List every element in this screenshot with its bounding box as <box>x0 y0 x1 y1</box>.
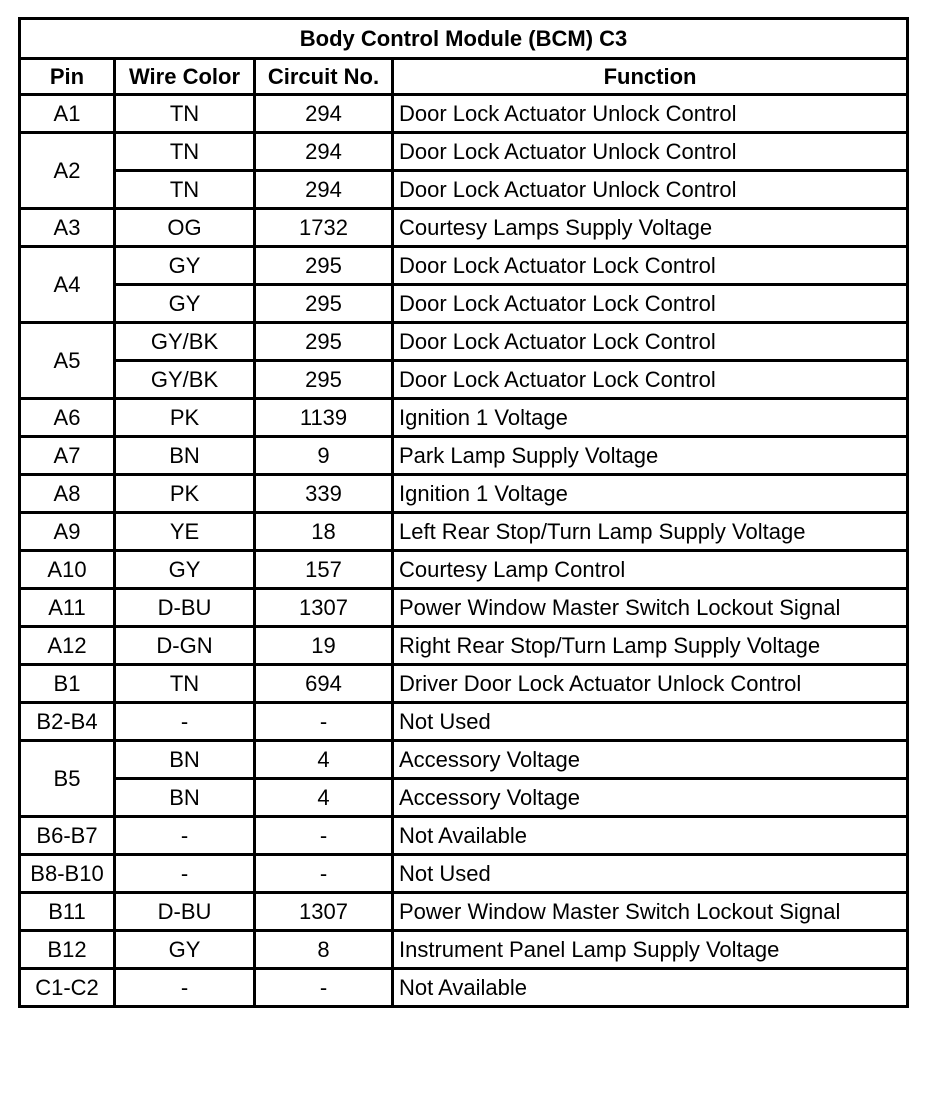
table-row <box>20 285 908 323</box>
wire-color-cell: D-BU <box>115 589 255 627</box>
pin-cell: A9 <box>20 513 115 551</box>
pin-cell: B5 <box>20 741 115 817</box>
pin-cell: A11 <box>20 589 115 627</box>
circuit-no-cell: - <box>255 969 393 1007</box>
function-cell: Accessory Voltage <box>393 741 908 779</box>
table-row <box>20 171 908 209</box>
function-cell: Park Lamp Supply Voltage <box>393 437 908 475</box>
function-cell: Not Used <box>393 703 908 741</box>
wire-color-cell: TN <box>115 171 255 209</box>
pin-cell: B8-B10 <box>20 855 115 893</box>
table-row <box>20 95 908 133</box>
wire-color-cell: TN <box>115 133 255 171</box>
circuit-no-cell: 18 <box>255 513 393 551</box>
circuit-no-cell: 4 <box>255 779 393 817</box>
function-cell: Instrument Panel Lamp Supply Voltage <box>393 931 908 969</box>
table-row <box>20 893 908 931</box>
table-row <box>20 361 908 399</box>
table-row <box>20 665 908 703</box>
pin-cell: A7 <box>20 437 115 475</box>
function-cell: Not Used <box>393 855 908 893</box>
table-row <box>20 399 908 437</box>
function-cell: Ignition 1 Voltage <box>393 399 908 437</box>
pin-cell: A10 <box>20 551 115 589</box>
circuit-no-cell: - <box>255 703 393 741</box>
table-row <box>20 627 908 665</box>
table-row <box>20 779 908 817</box>
circuit-no-cell: 294 <box>255 133 393 171</box>
wire-color-cell: D-GN <box>115 627 255 665</box>
pin-cell: A3 <box>20 209 115 247</box>
circuit-no-cell: 294 <box>255 95 393 133</box>
header-circuit-no: Circuit No. <box>255 59 393 95</box>
circuit-no-cell: 339 <box>255 475 393 513</box>
function-cell: Driver Door Lock Actuator Unlock Control <box>393 665 908 703</box>
table-title-row <box>20 19 908 59</box>
function-cell: Door Lock Actuator Lock Control <box>393 247 908 285</box>
pin-cell: C1-C2 <box>20 969 115 1007</box>
function-cell: Door Lock Actuator Unlock Control <box>393 95 908 133</box>
wire-color-cell: GY/BK <box>115 361 255 399</box>
table-row <box>20 855 908 893</box>
circuit-no-cell: 295 <box>255 285 393 323</box>
pin-cell: B6-B7 <box>20 817 115 855</box>
wire-color-cell: PK <box>115 475 255 513</box>
circuit-no-cell: 8 <box>255 931 393 969</box>
wire-color-cell: GY <box>115 247 255 285</box>
circuit-no-cell: 1307 <box>255 589 393 627</box>
table-row <box>20 817 908 855</box>
wire-color-cell: TN <box>115 95 255 133</box>
wire-color-cell: GY <box>115 551 255 589</box>
wire-color-cell: - <box>115 969 255 1007</box>
table-row <box>20 703 908 741</box>
function-cell: Courtesy Lamps Supply Voltage <box>393 209 908 247</box>
wire-color-cell: GY <box>115 285 255 323</box>
table-title: Body Control Module (BCM) C3 <box>20 19 908 59</box>
function-cell: Accessory Voltage <box>393 779 908 817</box>
table-row <box>20 133 908 171</box>
circuit-no-cell: - <box>255 855 393 893</box>
circuit-no-cell: 1139 <box>255 399 393 437</box>
function-cell: Courtesy Lamp Control <box>393 551 908 589</box>
circuit-no-cell: 295 <box>255 361 393 399</box>
circuit-no-cell: 1732 <box>255 209 393 247</box>
pin-cell: A4 <box>20 247 115 323</box>
circuit-no-cell: 694 <box>255 665 393 703</box>
function-cell: Door Lock Actuator Unlock Control <box>393 171 908 209</box>
circuit-no-cell: 9 <box>255 437 393 475</box>
function-cell: Right Rear Stop/Turn Lamp Supply Voltage <box>393 627 908 665</box>
function-cell: Door Lock Actuator Unlock Control <box>393 133 908 171</box>
pin-cell: A6 <box>20 399 115 437</box>
wire-color-cell: GY <box>115 931 255 969</box>
circuit-no-cell: 294 <box>255 171 393 209</box>
pin-cell: A12 <box>20 627 115 665</box>
function-cell: Door Lock Actuator Lock Control <box>393 285 908 323</box>
connector-table <box>18 17 909 1008</box>
function-cell: Door Lock Actuator Lock Control <box>393 361 908 399</box>
circuit-no-cell: 295 <box>255 323 393 361</box>
wire-color-cell: PK <box>115 399 255 437</box>
wire-color-cell: BN <box>115 741 255 779</box>
header-function: Function <box>393 59 908 95</box>
pin-cell: A2 <box>20 133 115 209</box>
header-pin: Pin <box>20 59 115 95</box>
wire-color-cell: YE <box>115 513 255 551</box>
function-cell: Door Lock Actuator Lock Control <box>393 323 908 361</box>
wire-color-cell: D-BU <box>115 893 255 931</box>
wire-color-cell: OG <box>115 209 255 247</box>
circuit-no-cell: 157 <box>255 551 393 589</box>
table-row <box>20 323 908 361</box>
pin-cell: B1 <box>20 665 115 703</box>
function-cell: Left Rear Stop/Turn Lamp Supply Voltage <box>393 513 908 551</box>
pin-cell: B2-B4 <box>20 703 115 741</box>
table-row <box>20 209 908 247</box>
circuit-no-cell: - <box>255 817 393 855</box>
function-cell: Power Window Master Switch Lockout Signal <box>393 589 908 627</box>
table-body <box>20 95 908 1007</box>
header-wire-color: Wire Color <box>115 59 255 95</box>
wire-color-cell: - <box>115 703 255 741</box>
circuit-no-cell: 19 <box>255 627 393 665</box>
circuit-no-cell: 295 <box>255 247 393 285</box>
table-header-row <box>20 59 908 95</box>
table-row <box>20 247 908 285</box>
table-row <box>20 513 908 551</box>
pin-cell: A5 <box>20 323 115 399</box>
table-row <box>20 437 908 475</box>
wire-color-cell: BN <box>115 437 255 475</box>
wire-color-cell: - <box>115 855 255 893</box>
table-row <box>20 969 908 1007</box>
circuit-no-cell: 4 <box>255 741 393 779</box>
table-row <box>20 931 908 969</box>
function-cell: Power Window Master Switch Lockout Signal <box>393 893 908 931</box>
function-cell: Ignition 1 Voltage <box>393 475 908 513</box>
connector-table-container <box>18 17 906 1008</box>
wire-color-cell: TN <box>115 665 255 703</box>
table-row <box>20 551 908 589</box>
table-row <box>20 475 908 513</box>
wire-color-cell: - <box>115 817 255 855</box>
pin-cell: A1 <box>20 95 115 133</box>
table-row <box>20 741 908 779</box>
pin-cell: A8 <box>20 475 115 513</box>
wire-color-cell: GY/BK <box>115 323 255 361</box>
pin-cell: B11 <box>20 893 115 931</box>
function-cell: Not Available <box>393 969 908 1007</box>
circuit-no-cell: 1307 <box>255 893 393 931</box>
wire-color-cell: BN <box>115 779 255 817</box>
pin-cell: B12 <box>20 931 115 969</box>
table-row <box>20 589 908 627</box>
function-cell: Not Available <box>393 817 908 855</box>
